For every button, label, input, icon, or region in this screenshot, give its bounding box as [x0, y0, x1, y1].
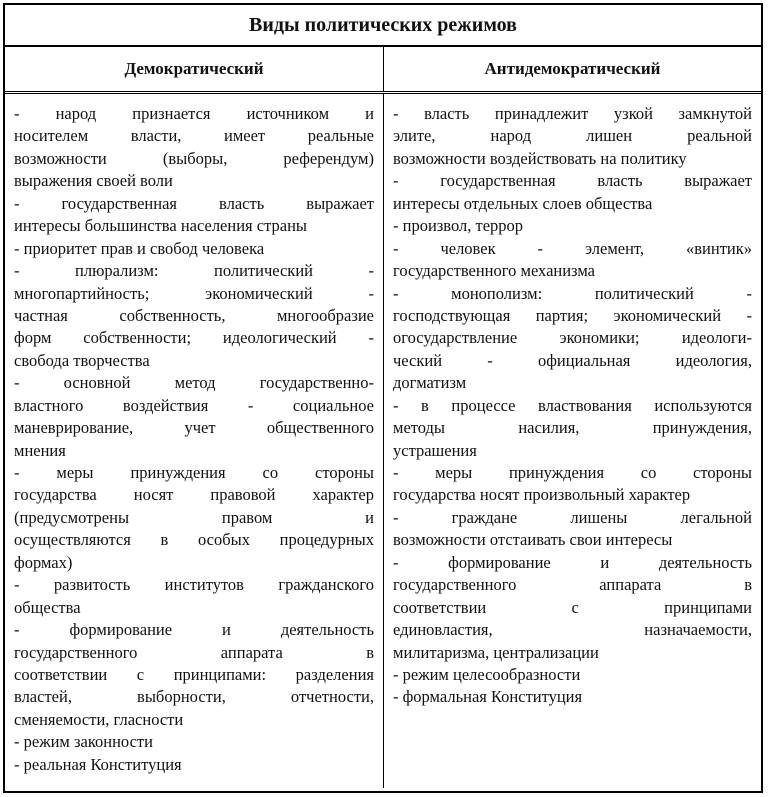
antidemocratic-line: - произвол, террор	[393, 216, 524, 236]
header-democratic: Демократический	[5, 47, 384, 91]
antidemocratic-line: - государственная власть выражает	[393, 171, 752, 191]
democratic-line: - народ признается источником и	[14, 104, 374, 123]
header-antidemocratic: Антидемократический	[484, 59, 661, 78]
antidemocratic-line: огосударствление экономики; идеологи-	[393, 328, 752, 348]
democratic-line: формах)	[14, 552, 73, 572]
democratic-line: - меры принуждения со стороны	[14, 463, 374, 482]
antidemocratic-line: - граждане лишены легальной	[393, 507, 752, 527]
antidemocratic-line: возможности воздействовать на политику	[393, 148, 687, 168]
democratic-line: - режим законности	[14, 732, 153, 752]
democratic-line: соответствии с принципами: разделения	[14, 664, 374, 684]
table-title: Виды политических режимов	[5, 5, 761, 47]
democratic-line: сменяемости, гласности	[14, 709, 184, 729]
antidemocratic-line: - меры принуждения со стороны	[393, 463, 752, 482]
democratic-line: многопартийность; экономический -	[14, 283, 374, 303]
antidemocratic-line: государства носят произвольный характер	[393, 485, 691, 505]
antidemocratic-line: ческий - официальная идеология,	[393, 350, 752, 370]
democratic-line: государственного аппарата в	[14, 642, 374, 662]
antidemocratic-line: - власть принадлежит узкой замкнутой	[393, 104, 752, 123]
header-row	[5, 47, 761, 94]
antidemocratic-line: соответствии с принципами	[393, 597, 752, 617]
democratic-line: носителем власти, имеет реальные	[14, 126, 374, 146]
democratic-line: интересы большинства населения страны	[14, 216, 307, 236]
regimes-table	[3, 3, 763, 793]
democratic-line: маневрирование, учет общественного	[14, 418, 374, 438]
democratic-line: - формирование и деятельность	[14, 620, 374, 640]
antidemocratic-line: возможности отстаивать свои интересы	[393, 530, 673, 550]
antidemocratic-line: - человек - элемент, «винтик»	[393, 238, 752, 258]
democratic-line: - плюрализм: политический -	[14, 261, 374, 281]
content-row	[5, 94, 761, 788]
democratic-line: частная собственность, многообразие	[14, 305, 374, 325]
democratic-line: государства носят правовой характер	[14, 485, 374, 505]
antidemocratic-line: - формирование и деятельность	[393, 552, 752, 572]
democratic-line: (предусмотрены правом и	[14, 507, 374, 527]
antidemocratic-line: методы насилия, принуждения,	[393, 418, 752, 438]
antidemocratic-column	[384, 94, 761, 788]
antidemocratic-line: - монополизм: политический -	[393, 283, 752, 303]
democratic-line: - реальная Конституция	[14, 754, 182, 774]
antidemocratic-line: господствующая партия; экономический -	[393, 305, 752, 325]
democratic-line: мнения	[14, 440, 66, 460]
antidemocratic-line: государственного аппарата в	[393, 575, 752, 595]
antidemocratic-line: догматизм	[393, 373, 467, 393]
antidemocratic-line: элите, народ лишен реальной	[393, 126, 752, 146]
antidemocratic-line: государственного механизма	[393, 261, 595, 281]
democratic-line: властного воздействия - социальное	[14, 395, 374, 415]
democratic-line: выражения своей воли	[14, 171, 173, 191]
democratic-line: общества	[14, 597, 81, 617]
democratic-line: - развитость институтов гражданского	[14, 575, 374, 595]
democratic-line: - приоритет прав и свобод человека	[14, 238, 265, 258]
antidemocratic-line: милитаризма, централизации	[393, 642, 599, 662]
antidemocratic-line: - формальная Конституция	[393, 687, 583, 707]
democratic-line: свобода творчества	[14, 350, 150, 370]
antidemocratic-line: интересы отдельных слоев общества	[393, 193, 653, 213]
democratic-column	[5, 94, 384, 788]
antidemocratic-line: устрашения	[393, 440, 477, 460]
antidemocratic-line: - режим целесообразности	[393, 664, 581, 684]
antidemocratic-line: единовластия, назначаемости,	[393, 620, 752, 640]
democratic-line: форм собственности; идеологический -	[14, 328, 374, 348]
democratic-line: осуществляются в особых процедурных	[14, 530, 374, 550]
democratic-line: - государственная власть выражает	[14, 193, 374, 213]
antidemocratic-line: - в процессе властвования используются	[393, 395, 752, 415]
democratic-line: возможности (выборы, референдум)	[14, 148, 374, 168]
democratic-line: властей, выборности, отчетности,	[14, 687, 374, 707]
democratic-line: - основной метод государственно-	[14, 373, 374, 393]
